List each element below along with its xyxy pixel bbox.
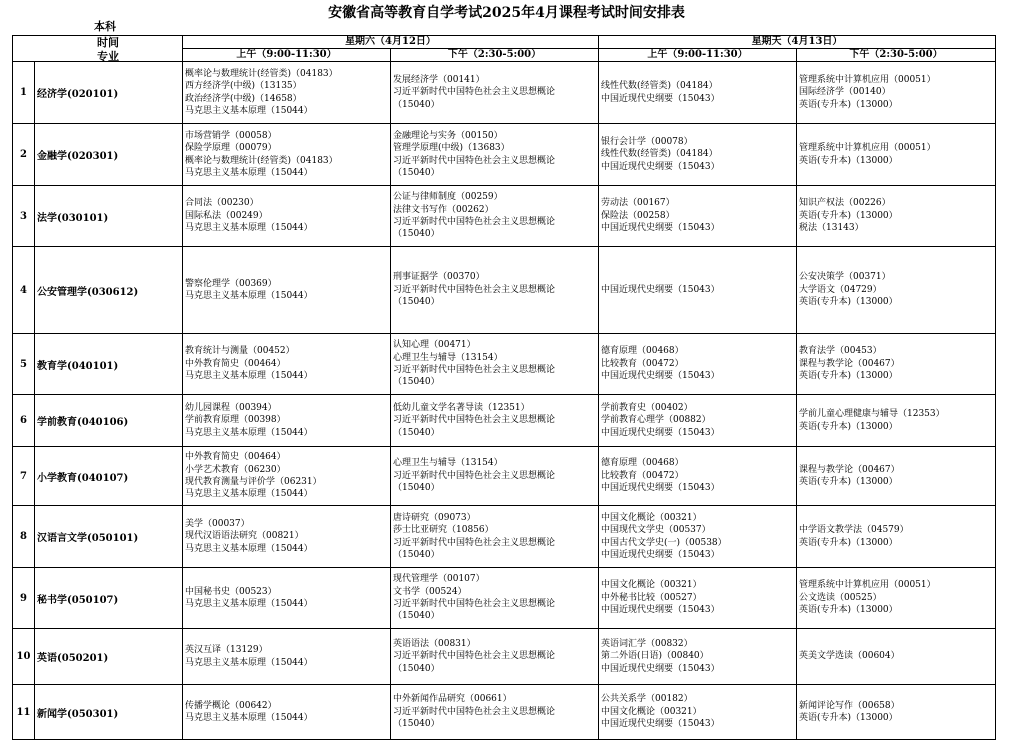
major-name: 法学(030101) xyxy=(35,186,183,247)
session-cell xyxy=(797,447,996,506)
course-entry: （15040） xyxy=(393,719,440,730)
course-entry: 线性代数(经管类)（04184） xyxy=(601,149,718,160)
course-entry: 公安决策学（00371） xyxy=(799,272,891,283)
course-entry: 中国近现代史纲要（15043） xyxy=(601,161,720,172)
course-entry: （15040） xyxy=(393,297,440,308)
session-cell xyxy=(797,568,996,629)
course-entry: 英语(专升本)（13000） xyxy=(799,371,898,382)
session-cell xyxy=(599,334,797,395)
session-cell xyxy=(391,334,599,395)
course-entry: 警察伦理学（00369） xyxy=(185,278,277,289)
session-cell xyxy=(183,447,391,506)
session-cell xyxy=(183,124,391,186)
session-cell xyxy=(183,334,391,395)
session-cell xyxy=(183,506,391,568)
session-cell xyxy=(599,506,797,568)
schedule-row xyxy=(13,568,996,629)
session-cell xyxy=(599,447,797,506)
schedule-row xyxy=(13,247,996,334)
session-cell xyxy=(183,685,391,740)
course-entry: 政治经济学(中级)（14658） xyxy=(185,93,302,104)
course-entry: 莎士比亚研究（10856） xyxy=(393,525,494,536)
course-entry: 中国文化概论（00321） xyxy=(601,580,702,591)
course-entry: （15040） xyxy=(393,167,440,178)
course-entry: 德育原理（00468） xyxy=(601,458,684,469)
course-entry: 习近平新时代中国特色社会主义思想概论 xyxy=(393,365,556,375)
schedule-row xyxy=(13,395,996,447)
course-entry: （15040） xyxy=(393,483,440,494)
session-header: 下午（2:30-5:00） xyxy=(391,49,599,62)
major-name: 金融学(020301) xyxy=(35,124,183,186)
course-entry: 中国文化概论（00321） xyxy=(601,512,702,523)
course-entry: 课程与教学论（00467） xyxy=(799,464,900,475)
course-entry: 英语(专升本)（13000） xyxy=(799,605,898,616)
course-entry: 英语(专升本)（13000） xyxy=(799,99,898,110)
course-entry: 中国近现代史纲要（15043） xyxy=(601,371,720,382)
session-cell xyxy=(599,186,797,247)
course-entry: 心理卫生与辅导（13154） xyxy=(393,352,503,363)
major-name: 秘书学(050107) xyxy=(35,568,183,629)
schedule-row xyxy=(13,62,996,124)
course-entry: 中国近现代史纲要（15043） xyxy=(601,605,720,616)
session-cell xyxy=(391,506,599,568)
schedule-row xyxy=(13,629,996,685)
course-entry: 马克思主义基本原理（15044） xyxy=(185,223,313,234)
corner-label-time: 时间 xyxy=(97,36,119,49)
course-entry: 管理系统中计算机应用（00051） xyxy=(799,580,936,591)
schedule-row xyxy=(13,334,996,395)
corner-label-major: 专业 xyxy=(97,50,119,63)
course-entry: 保险学原理（00079） xyxy=(185,143,277,154)
course-entry: 英语(专升本)（13000） xyxy=(799,210,898,221)
row-number: 5 xyxy=(13,334,35,395)
course-entry: 英语(专升本)（13000） xyxy=(799,155,898,166)
course-entry: 低幼儿童文学名著导读（12351） xyxy=(393,402,530,413)
course-entry: 中国近现代史纲要（15043） xyxy=(601,93,720,104)
course-entry: （15040） xyxy=(393,611,440,622)
course-entry: 英语语法（00831） xyxy=(393,638,476,649)
session-cell xyxy=(599,124,797,186)
major-name: 学前教育(040106) xyxy=(35,395,183,447)
row-number: 10 xyxy=(13,629,35,685)
row-number: 1 xyxy=(13,62,35,124)
course-entry: 习近平新时代中国特色社会主义思想概论 xyxy=(393,155,556,166)
session-cell xyxy=(391,247,599,334)
course-entry: 习近平新时代中国特色社会主义思想概论 xyxy=(393,651,556,662)
major-name: 小学教育(040107) xyxy=(35,447,183,506)
course-entry: 管理学原理(中级)（13683） xyxy=(393,143,510,154)
schedule-body xyxy=(13,62,996,740)
course-entry: 国际私法（00249） xyxy=(185,210,268,221)
schedule-row xyxy=(13,506,996,568)
course-entry: 比较教育（00472） xyxy=(601,470,684,481)
course-entry: 学前儿童心理健康与辅导（12353） xyxy=(799,409,945,420)
course-entry: 学前教育心理学（00882） xyxy=(601,415,711,426)
course-entry: 中国文化概论（00321） xyxy=(601,706,702,717)
course-entry: 习近平新时代中国特色社会主义思想概论 xyxy=(393,706,556,717)
course-entry: 英语(专升本)（13000） xyxy=(799,713,898,723)
session-cell xyxy=(183,62,391,124)
course-entry: （15040） xyxy=(393,229,440,240)
course-entry: 中学语文教学法（04579） xyxy=(799,525,909,536)
row-number: 2 xyxy=(13,124,35,186)
major-name: 汉语言文学(050101) xyxy=(35,506,183,568)
session-cell xyxy=(183,247,391,334)
course-entry: 中外教育简史（00464） xyxy=(185,358,286,369)
course-entry: 中国近现代史纲要（15043） xyxy=(601,483,720,494)
course-entry: 英语(专升本)（13000） xyxy=(799,421,898,432)
course-entry: 中外秘书比较（00527） xyxy=(601,592,702,603)
major-name: 经济学(020101) xyxy=(35,62,183,124)
course-entry: 金融理论与实务（00150） xyxy=(393,130,503,141)
course-entry: 学前教育原理（00398） xyxy=(185,415,286,426)
course-entry: 中外教育简史（00464） xyxy=(185,452,286,463)
course-entry: 马克思主义基本原理（15044） xyxy=(185,105,313,116)
course-entry: 传播学概论（00642） xyxy=(185,700,277,711)
course-entry: 唐诗研究（09073） xyxy=(393,512,476,523)
course-entry: 英语(专升本)（13000） xyxy=(799,297,898,308)
course-entry: 中国近现代史纲要（15043） xyxy=(601,719,720,730)
course-entry: 马克思主义基本原理（15044） xyxy=(185,427,313,438)
row-number: 11 xyxy=(13,685,35,740)
course-entry: 课程与教学论（00467） xyxy=(799,358,900,369)
course-entry: 幼儿园课程（00394） xyxy=(185,402,277,413)
course-entry: 新闻评论写作（00658） xyxy=(799,700,900,711)
course-entry: 劳动法（00167） xyxy=(601,198,675,209)
corner-header-labels xyxy=(24,20,174,66)
course-entry: 大学语文（04729） xyxy=(799,284,882,295)
course-entry: 教育法学（00453） xyxy=(799,346,882,357)
session-cell xyxy=(391,629,599,685)
session-cell xyxy=(797,506,996,568)
schedule-row xyxy=(13,685,996,740)
day-header-sunday: 星期天（4月13日） xyxy=(599,36,996,49)
session-cell xyxy=(183,568,391,629)
course-entry: 英美文学选读（00604） xyxy=(799,651,900,662)
session-cell xyxy=(599,62,797,124)
row-number: 8 xyxy=(13,506,35,568)
course-entry: 发展经济学（00141） xyxy=(393,74,485,85)
session-cell xyxy=(183,395,391,447)
course-entry: 概率论与数理统计(经管类)（04183） xyxy=(185,155,338,166)
major-name: 英语(050201) xyxy=(35,629,183,685)
session-header: 上午（9:00-11:30） xyxy=(183,49,391,62)
session-cell xyxy=(391,568,599,629)
course-entry: 法律文书写作（00262） xyxy=(393,204,494,215)
course-entry: 公文选读（00525） xyxy=(799,592,882,603)
course-entry: 现代汉语语法研究（00821） xyxy=(185,531,304,542)
course-entry: 刑事证据学（00370） xyxy=(393,272,485,283)
session-cell xyxy=(599,247,797,334)
course-entry: 税法（13143） xyxy=(799,223,864,234)
session-cell xyxy=(599,629,797,685)
course-entry: （15040） xyxy=(393,663,440,674)
course-entry: 马克思主义基本原理（15044） xyxy=(185,713,313,723)
page-title: 安徽省高等教育自学考试2025年4月课程考试时间安排表 xyxy=(328,5,685,21)
course-entry: 马克思主义基本原理（15044） xyxy=(185,291,313,301)
session-cell xyxy=(391,447,599,506)
session-cell xyxy=(797,685,996,740)
course-entry: 英语(专升本)（13000） xyxy=(799,477,898,487)
course-entry: 英汉互译（13129） xyxy=(185,645,268,656)
course-entry: 马克思主义基本原理（15044） xyxy=(185,543,313,554)
course-entry: 概率论与数理统计(经管类)（04183） xyxy=(185,68,338,79)
course-entry: 第二外语(日语)（00840） xyxy=(601,651,709,662)
session-cell xyxy=(391,62,599,124)
course-entry: （15040） xyxy=(393,427,440,438)
session-cell xyxy=(391,685,599,740)
course-entry: 习近平新时代中国特色社会主义思想概论 xyxy=(393,599,556,609)
course-entry: 中外新闻作品研究（00661） xyxy=(393,694,512,705)
session-header: 上午（9:00-11:30） xyxy=(599,49,797,62)
major-name: 教育学(040101) xyxy=(35,334,183,395)
session-cell xyxy=(797,629,996,685)
row-number: 7 xyxy=(13,447,35,506)
course-entry: 中国近现代史纲要（15043） xyxy=(601,663,720,674)
course-entry: 中国近现代史纲要（15043） xyxy=(601,549,720,560)
course-entry: 比较教育（00472） xyxy=(601,358,684,369)
course-entry: 现代管理学（00107） xyxy=(393,574,485,585)
course-entry: 习近平新时代中国特色社会主义思想概论 xyxy=(393,217,556,227)
course-entry: 中国近现代史纲要（15043） xyxy=(601,427,720,438)
course-entry: 心理卫生与辅导（13154） xyxy=(393,458,503,469)
course-entry: 中国古代文学史(一)（00538） xyxy=(601,537,727,548)
session-cell xyxy=(599,395,797,447)
session-cell xyxy=(797,247,996,334)
course-entry: 马克思主义基本原理（15044） xyxy=(185,371,313,382)
course-entry: 市场营销学（00058） xyxy=(185,130,277,141)
course-entry: 中国近现代史纲要（15043） xyxy=(601,284,720,295)
session-header: 下午（2:30-5:00） xyxy=(797,49,996,62)
major-name: 新闻学(050301) xyxy=(35,685,183,740)
corner-label-level: 本科 xyxy=(94,20,116,33)
schedule-row xyxy=(13,186,996,247)
course-entry: 习近平新时代中国特色社会主义思想概论 xyxy=(393,537,556,548)
schedule-row xyxy=(13,124,996,186)
session-cell xyxy=(183,629,391,685)
course-entry: 德育原理（00468） xyxy=(601,346,684,357)
course-entry: 文书学（00524） xyxy=(393,586,467,597)
course-entry: 西方经济学(中级)（13135） xyxy=(185,81,302,92)
course-entry: 公共关系学（00182） xyxy=(601,694,693,705)
session-cell xyxy=(797,62,996,124)
row-number: 3 xyxy=(13,186,35,247)
course-entry: 美学（00037） xyxy=(185,518,250,529)
session-cell xyxy=(391,186,599,247)
course-entry: 知识产权法（00226） xyxy=(799,198,891,209)
session-cell xyxy=(183,186,391,247)
course-entry: 保险法（00258） xyxy=(601,210,675,221)
course-entry: 现代教育测量与评价学（06231） xyxy=(185,477,322,487)
course-entry: （15040） xyxy=(393,99,440,110)
course-entry: 教育统计与测量（00452） xyxy=(185,346,295,357)
course-entry: 英语(专升本)（13000） xyxy=(799,537,898,548)
course-entry: 小学艺术教育（06230） xyxy=(185,464,286,475)
course-entry: （15040） xyxy=(393,549,440,560)
session-cell xyxy=(797,124,996,186)
course-entry: 线性代数(经管类)（04184） xyxy=(601,81,718,92)
course-entry: 习近平新时代中国特色社会主义思想概论 xyxy=(393,284,556,295)
course-entry: 认知心理（00471） xyxy=(393,340,476,351)
row-number: 6 xyxy=(13,395,35,447)
course-entry: 习近平新时代中国特色社会主义思想概论 xyxy=(393,470,556,481)
row-number: 9 xyxy=(13,568,35,629)
session-cell xyxy=(599,568,797,629)
course-entry: （15040） xyxy=(393,377,440,388)
course-entry: 管理系统中计算机应用（00051） xyxy=(799,74,936,85)
course-entry: 马克思主义基本原理（15044） xyxy=(185,167,313,178)
course-entry: 银行会计学（00078） xyxy=(601,136,693,147)
course-entry: 学前教育史（00402） xyxy=(601,402,693,413)
course-entry: 管理系统中计算机应用（00051） xyxy=(799,143,936,154)
course-entry: 合同法（00230） xyxy=(185,198,259,209)
schedule-row xyxy=(13,447,996,506)
session-cell xyxy=(797,395,996,447)
row-number: 4 xyxy=(13,247,35,334)
session-cell xyxy=(391,395,599,447)
session-cell xyxy=(391,124,599,186)
exam-schedule-table xyxy=(12,35,996,740)
course-entry: 中国现代文学史（00537） xyxy=(601,525,711,536)
course-entry: 习近平新时代中国特色社会主义思想概论 xyxy=(393,415,556,426)
session-cell xyxy=(797,186,996,247)
course-entry: 公证与律师制度（00259） xyxy=(393,192,503,203)
session-cell xyxy=(599,685,797,740)
course-entry: 中国秘书史（00523） xyxy=(185,586,277,597)
course-entry: 马克思主义基本原理（15044） xyxy=(185,489,313,500)
course-entry: 国际经济学（00140） xyxy=(799,87,891,98)
day-header-saturday: 星期六（4月12日） xyxy=(183,36,599,49)
course-entry: 马克思主义基本原理（15044） xyxy=(185,657,313,668)
course-entry: 英语词汇学（00832） xyxy=(601,638,693,649)
session-cell xyxy=(797,334,996,395)
course-entry: 马克思主义基本原理（15044） xyxy=(185,599,313,609)
course-entry: 中国近现代史纲要（15043） xyxy=(601,223,720,234)
course-entry: 习近平新时代中国特色社会主义思想概论 xyxy=(393,87,556,98)
major-name: 公安管理学(030612) xyxy=(35,247,183,334)
